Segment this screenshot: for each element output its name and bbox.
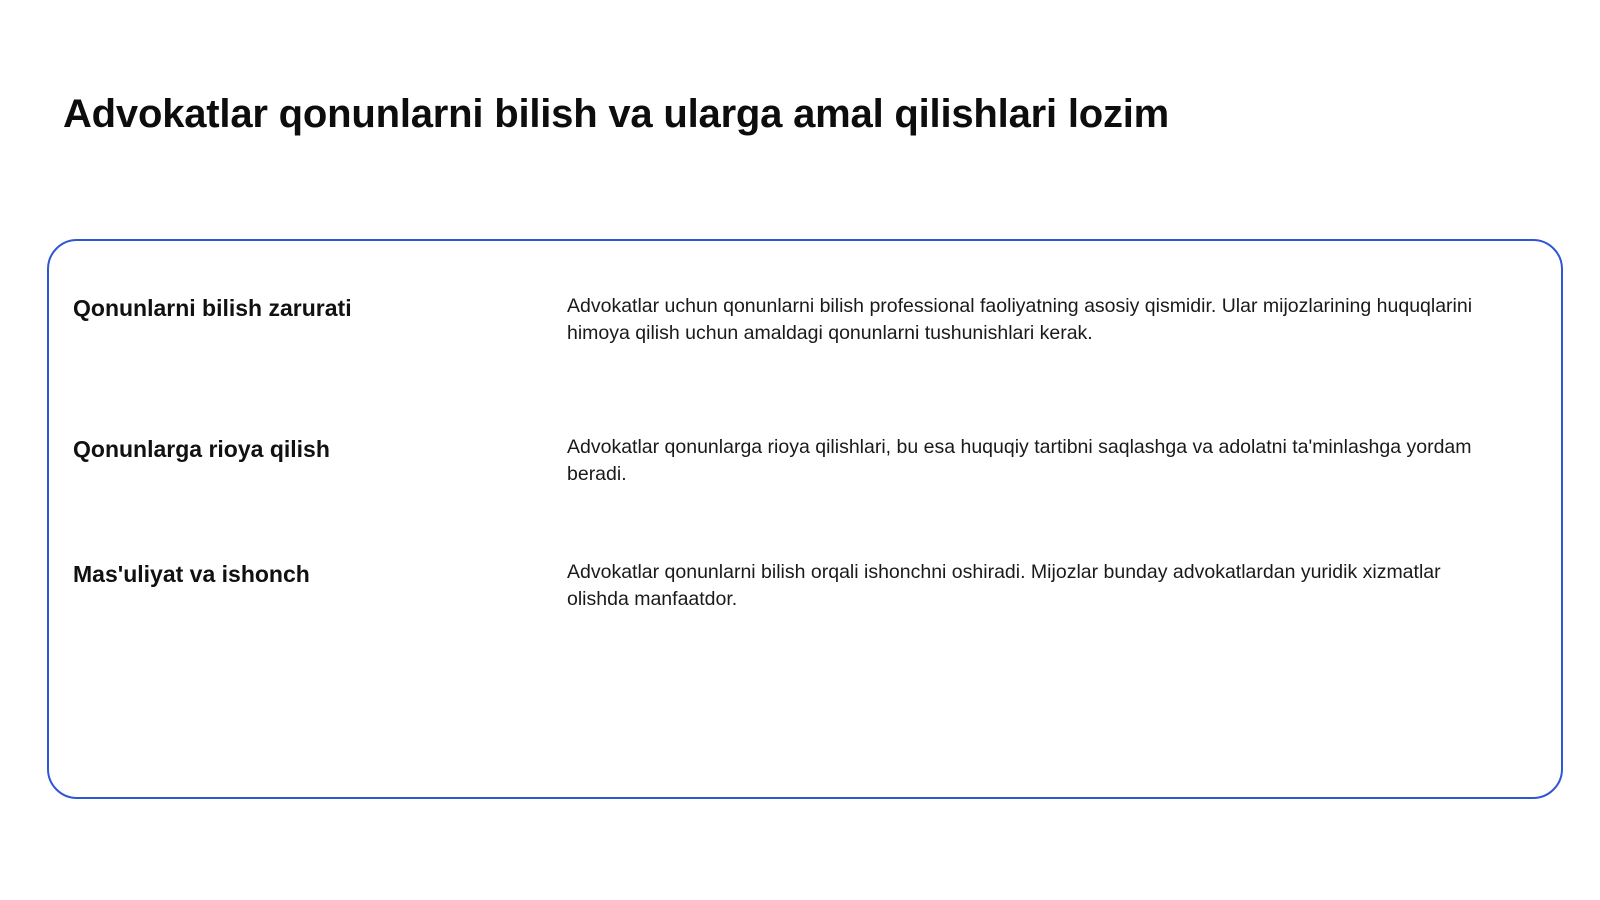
row-description: Advokatlar qonunlarga rioya qilishlari, bu esa huquqiy tartibni saqlashga va adolatni ta'minlashga yordam beradi. <box>567 436 1472 485</box>
row-description: Advokatlar uchun qonunlarni bilish professional faoliyatning asosiy qismidir. Ular mijozlarining huquqlarini himoya qilish uchun amaldagi qonunlarni tushunishlari kerak. <box>567 295 1473 344</box>
row-heading: Qonunlarni bilish zarurati <box>73 295 352 321</box>
row-description: Advokatlar qonunlarni bilish orqali ishonchni oshiradi. Mijozlar bunday advokatlardan yuridik xizmatlar olishda manfaatdor. <box>567 561 1441 610</box>
row-heading: Mas'uliyat va ishonch <box>73 561 310 587</box>
row-heading: Qonunlarga rioya qilish <box>73 436 330 462</box>
content-card <box>47 239 1563 799</box>
slide-title: Advokatlar qonunlarni bilish va ularga amal qilishlari lozim <box>63 92 1170 136</box>
